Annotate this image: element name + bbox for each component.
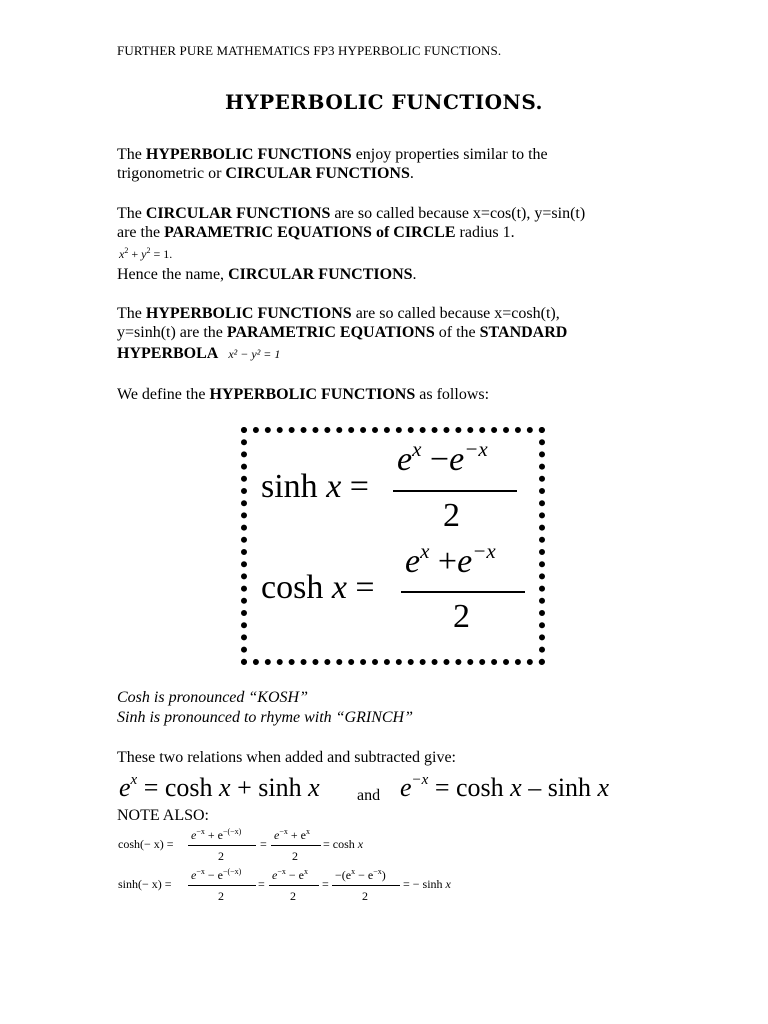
sinh-identity-bar2: [269, 885, 319, 886]
sinh-identity-num2: $e^{-x} - e^x$: [272, 867, 308, 882]
cosh-identity-bar2: [271, 845, 321, 846]
pronunciation-sinh: Sinh is pronounced to rhyme with “GRINCH”: [117, 709, 414, 726]
sinh-fraction-bar: [393, 490, 517, 492]
relation-exp-positive: $e^x = \cosh x + \sinh x$: [119, 772, 320, 802]
definition-box: [241, 427, 545, 665]
circle-equation: $x^2 + y^2 = 1$.: [119, 246, 173, 261]
sinh-identity-num1: $e^{-x} - e^{-(-x)}$: [191, 867, 242, 882]
cosh-lhs: cosh x =: [261, 569, 375, 606]
sinh-identity-num3: $-(e^x - e^{-x})$: [335, 867, 386, 882]
paragraph-circular-line1: The CIRCULAR FUNCTIONS are so called because x=cos(t), y=sin(t): [117, 205, 586, 222]
cosh-identity-result: = cosh x: [323, 837, 364, 851]
cosh-identity-den1: 2: [218, 849, 224, 863]
hyperbola-equation: x² − y² = 1: [228, 347, 281, 361]
sinh-identity-lhs: sinh(− x) =: [118, 877, 172, 891]
relation-exp-negative: $e^{-x} = \cosh x - \sinh x$: [400, 772, 610, 802]
note-also: NOTE ALSO:: [117, 807, 209, 824]
sinh-lhs: sinh x =: [261, 468, 369, 505]
paragraph-hyperbolic-line2: y=sinh(t) are the PARAMETRIC EQUATIONS of the STANDARD: [117, 324, 568, 341]
paragraph-hyperbolic-line1: The HYPERBOLIC FUNCTIONS are so called because x=cosh(t),: [117, 305, 560, 322]
sinh-denominator: 2: [443, 497, 460, 534]
paragraph-define: We define the HYPERBOLIC FUNCTIONS as follows:: [117, 386, 490, 403]
cosh-identity-num2: $e^{-x} + e^x$: [274, 827, 310, 842]
sinh-identity-den2: 2: [290, 889, 296, 903]
sinh-identity-bar3: [332, 885, 400, 886]
paragraph-circular-line3: Hence the name, CIRCULAR FUNCTIONS.: [117, 266, 417, 283]
cosh-identity-num1: $e^{-x} + e^{-(-x)}$: [191, 827, 242, 842]
paragraph-circular-line2: are the PARAMETRIC EQUATIONS of CIRCLE radius 1.: [117, 224, 515, 241]
cosh-fraction-bar: [401, 591, 525, 593]
sinh-numerator: $e^x -e^{-x}$: [397, 437, 488, 478]
cosh-numerator: $e^x +e^{-x}$: [405, 539, 496, 580]
paragraph-intro-line1: The HYPERBOLIC FUNCTIONS enjoy properties similar to the: [117, 146, 548, 163]
cosh-denominator: 2: [453, 598, 470, 635]
paragraph-hyperbolic-line3: HYPERBOLA x² − y² = 1: [117, 345, 281, 362]
relations-intro: These two relations when added and subtracted give:: [117, 749, 456, 766]
paragraph-intro-line2: trigonometric or CIRCULAR FUNCTIONS.: [117, 165, 414, 182]
page-title: HYPERBOLIC FUNCTIONS.: [224, 90, 544, 114]
relations-and: and: [357, 787, 381, 804]
cosh-identity-eq1: =: [260, 837, 267, 851]
sinh-identity-eq2: =: [322, 877, 329, 891]
document-header: FURTHER PURE MATHEMATICS FP3 HYPERBOLIC FUNCTIONS.: [117, 43, 502, 58]
sinh-identity-den3: 2: [362, 889, 368, 903]
cosh-identity-den2: 2: [292, 849, 298, 863]
sinh-identity-den1: 2: [218, 889, 224, 903]
sinh-identity-result: = − sinh x: [403, 877, 451, 891]
sinh-identity-eq1: =: [258, 877, 265, 891]
pronunciation-cosh: Cosh is pronounced “KOSH”: [117, 689, 308, 706]
cosh-identity-lhs: cosh(− x) =: [118, 837, 174, 851]
sinh-identity-bar1: [188, 885, 256, 886]
cosh-identity-bar1: [188, 845, 256, 846]
